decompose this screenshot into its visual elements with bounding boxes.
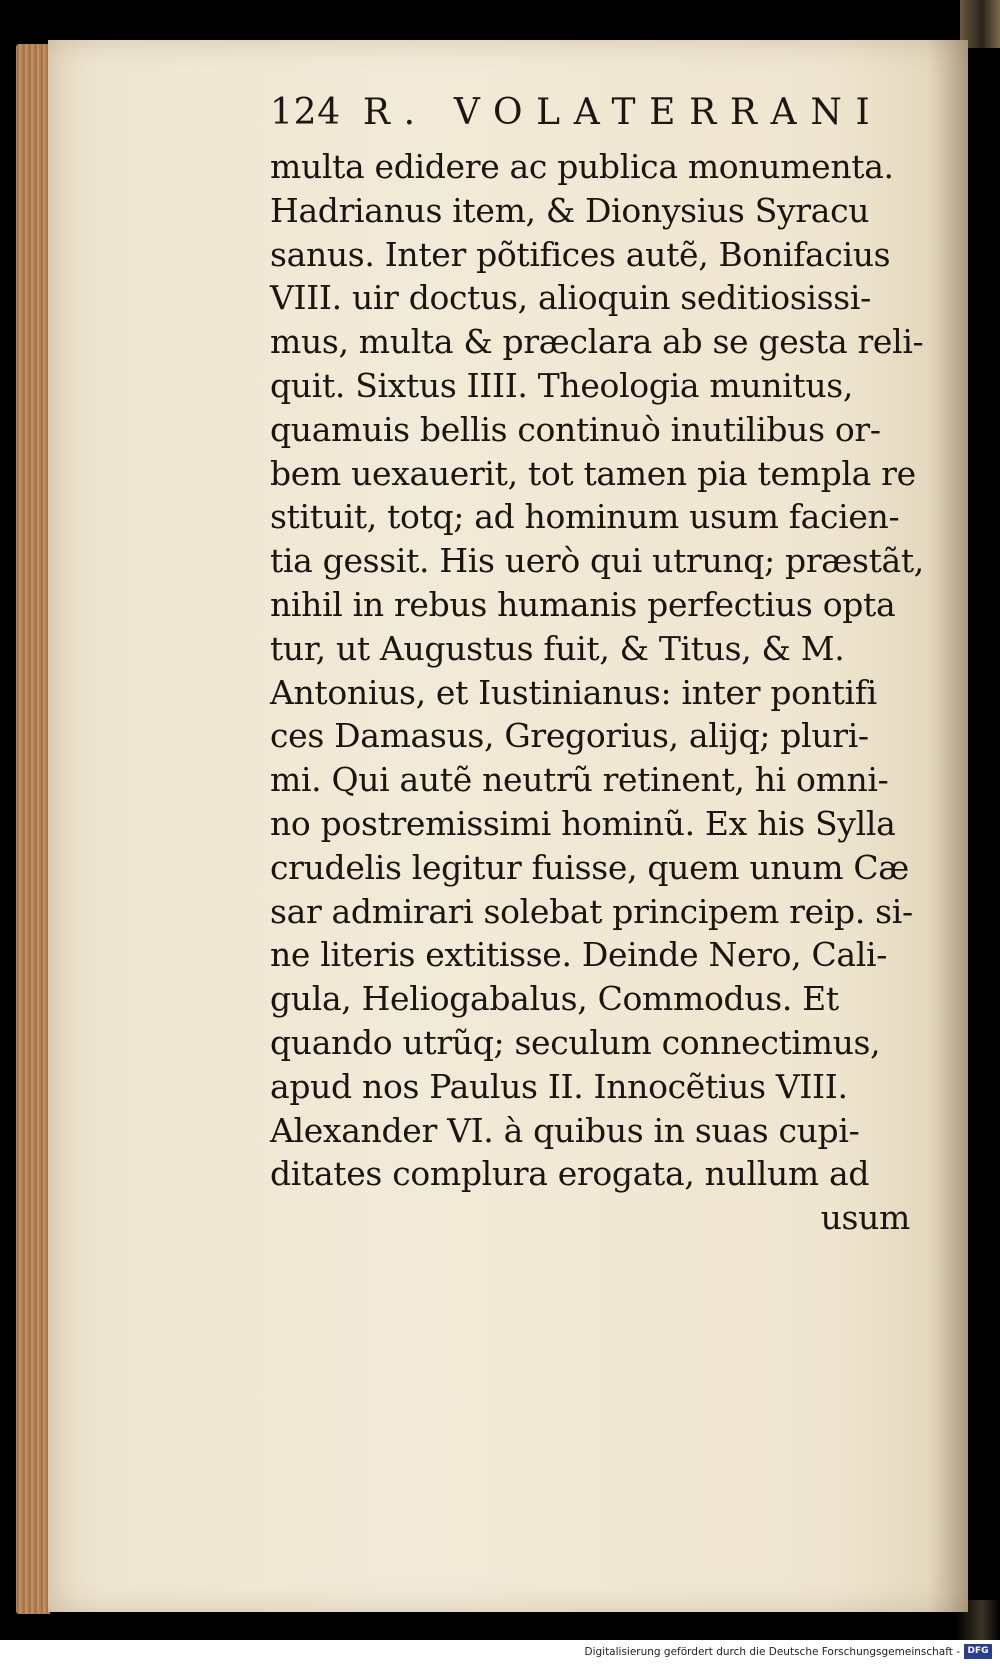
text-line: crudelis legitur fuisse, quem unum Cæ <box>270 847 909 887</box>
running-header <box>270 88 930 138</box>
body-text <box>270 145 924 1240</box>
text-line: tur, ut Augustus fuit, & Titus, & M. <box>270 628 845 668</box>
text-line: quamuis bellis continuò inutilibus or- <box>270 409 881 449</box>
spine-shadow <box>928 40 968 1612</box>
book-page-edges <box>16 44 50 1614</box>
page-number: 124 <box>270 92 341 133</box>
text-line: ne literis extitisse. Deinde Nero, Cali- <box>270 935 888 975</box>
text-line: quit. Sixtus IIII. Theologia munitus, <box>270 365 854 405</box>
text-line: tia gessit. His uerò qui utrunq; præstãt, <box>270 541 924 581</box>
text-line: gula, Heliogabalus, Commodus. Et <box>270 979 839 1019</box>
text-line: Antonius, et Iustinianus: inter pontifi <box>270 672 877 712</box>
running-title: R. VOLATERRANI <box>362 92 884 133</box>
text-line: bem uexauerit, tot tamen pia templa re <box>270 453 916 493</box>
text-line: sar admirari solebat principem reip. si- <box>270 891 913 931</box>
funding-credit: Digitalisierung gefördert durch die Deutsche Forschungsgemeinschaft - <box>584 1646 960 1658</box>
text-line: no postremissimi hominũ. Ex his Sylla <box>270 803 896 843</box>
digitization-footer <box>0 1640 1000 1664</box>
text-line: ces Damasus, Gregorius, alijq; pluri- <box>270 716 869 756</box>
text-line: sanus. Inter põtifices autẽ, Bonifacius <box>270 234 891 274</box>
text-line: apud nos Paulus II. Innocẽtius VIII. <box>270 1066 848 1106</box>
dfg-logo: DFG <box>964 1644 992 1659</box>
text-line: nihil in rebus humanis perfectius opta <box>270 584 896 624</box>
text-line: multa edidere ac publica monumenta. <box>270 147 894 186</box>
text-line: mus, multa & præclara ab se gesta reli- <box>270 322 924 362</box>
text-line: mi. Qui autẽ neutrũ retinent, hi omni- <box>270 760 889 800</box>
book-page <box>48 40 968 1612</box>
text-line: VIII. uir doctus, alioquin seditiosissi- <box>270 278 871 318</box>
text-line: stituit, totq; ad hominum usum facien- <box>270 497 900 537</box>
text-line: ditates complura erogata, nullum ad <box>270 1154 870 1194</box>
catchword: usum <box>820 1198 910 1238</box>
text-line: Hadrianus item, & Dionysius Syracu <box>270 190 870 230</box>
text-line: Alexander VI. à quibus in suas cupi- <box>270 1110 860 1150</box>
text-line: quando utrũq; seculum connectimus, <box>270 1022 881 1062</box>
